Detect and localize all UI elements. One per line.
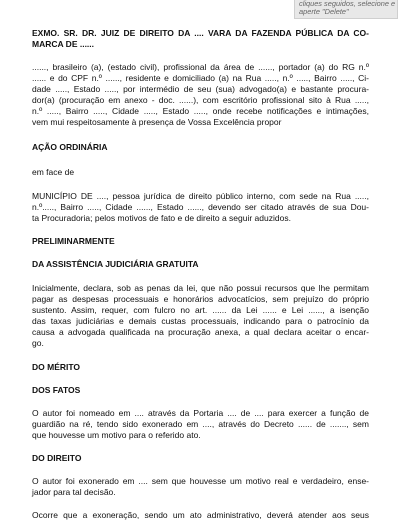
paragraph-line: que houvesse um motivo para o referido ato. xyxy=(32,430,201,440)
paragraph-line: jador para tal decisão. xyxy=(32,487,116,497)
petition-document xyxy=(32,28,369,521)
last-paragraph xyxy=(32,510,369,521)
intro-paragraph xyxy=(32,62,369,128)
delete-hint-box xyxy=(294,0,398,19)
hint-line: aperte "Delete" xyxy=(299,7,349,17)
action-heading: AÇÃO ORDINÁRIA xyxy=(32,142,108,152)
title-line: EXMO. SR. DR. JUIZ DE DIREITO DA .... VARA DA FAZENDA PÚBLICA DA CO- xyxy=(32,28,369,38)
em-face-text: em face de xyxy=(32,167,75,177)
paragraph-line: das taxas judiciárias e demais custas processuais, indicando para o patrocínio da xyxy=(32,316,369,326)
paragraph-line: ta Procuradoria; pelos motivos de fato e de direito a seguir aduzidos. xyxy=(32,213,291,223)
preliminary-heading: PRELIMINARMENTE xyxy=(32,236,115,246)
paragraph-line: n.º ....., Bairro ....., Cidade ....., Estado ....., onde recebe notificações e intimações, xyxy=(32,106,369,116)
paragraph-line: sustento. Assim, requer, com fulcro no art. ...... da Lei ...... e Lei ......, a isenção xyxy=(32,305,369,315)
paragraph-line: causa a advogada qualificada na procuração anexa, a qual declara aceitar o encar- xyxy=(32,327,369,337)
title-line: MARCA DE ...... xyxy=(32,39,95,49)
document-title xyxy=(32,28,369,50)
facts-heading: DOS FATOS xyxy=(32,385,81,395)
paragraph-line: vem mui respeitosamente à presença de Vossa Excelência propor xyxy=(32,117,282,127)
law-heading: DO DIREITO xyxy=(32,453,82,463)
paragraph-line: O autor foi nomeado em .... através da Portaria .... de .... para exercer a função de xyxy=(32,408,369,418)
paragraph-line: MUNICÍPIO DE ...., pessoa jurídica de direito público interno, com sede na Rua ....., xyxy=(32,191,369,201)
legal-aid-heading: DA ASSISTÊNCIA JUDICIÁRIA GRATUITA xyxy=(32,259,199,269)
paragraph-line: Inicialmente, declara, sob as penas da lei, que não possui recursos que lhe permitam xyxy=(32,283,369,293)
facts-paragraph xyxy=(32,408,369,441)
paragraph-line: Ocorre que a exoneração, sendo um ato administrativo, deverá atender aos seus xyxy=(32,510,369,520)
paragraph-line: pagar as despesas processuais e honorários advocatícios, sem prejuízo do próprio xyxy=(32,294,369,304)
defendant-paragraph xyxy=(32,191,369,224)
paragraph-line: dor(a) (procuração em anexo - doc. ......), com escritório profissional sito à Rua ....., xyxy=(32,95,369,105)
hint-line: cliques seguidos, selecione e xyxy=(299,0,396,8)
legal-aid-paragraph xyxy=(32,283,369,349)
paragraph-line: guardião na ré, tendo sido exonerado em ...., através do Decreto ...... de ......., sem xyxy=(32,419,369,429)
paragraph-line: ......, brasileiro (a), (estado civil), profissional da área de ......, portador (a) do RG n.º xyxy=(32,62,369,72)
paragraph-line: n.º....., Bairro ....., Cidade ......, Estado ......, devendo ser citado através de sua Dou- xyxy=(32,202,369,212)
paragraph-line: go. xyxy=(32,338,44,348)
paragraph-line: dade ....., Estado ....., por intermédio de seu (sua) advogado(a) e bastante procura- xyxy=(32,84,369,94)
paragraph-line: O autor foi exonerado em .... sem que houvesse um motivo real e verdadeiro, ense- xyxy=(32,476,369,486)
merit-heading: DO MÉRITO xyxy=(32,362,81,372)
paragraph-line: ...... e do CPF n.º ......, residente e domiciliado (a) na Rua ....., n.º ....., Bairro ....., Ci- xyxy=(32,73,369,83)
law-paragraph xyxy=(32,476,369,498)
